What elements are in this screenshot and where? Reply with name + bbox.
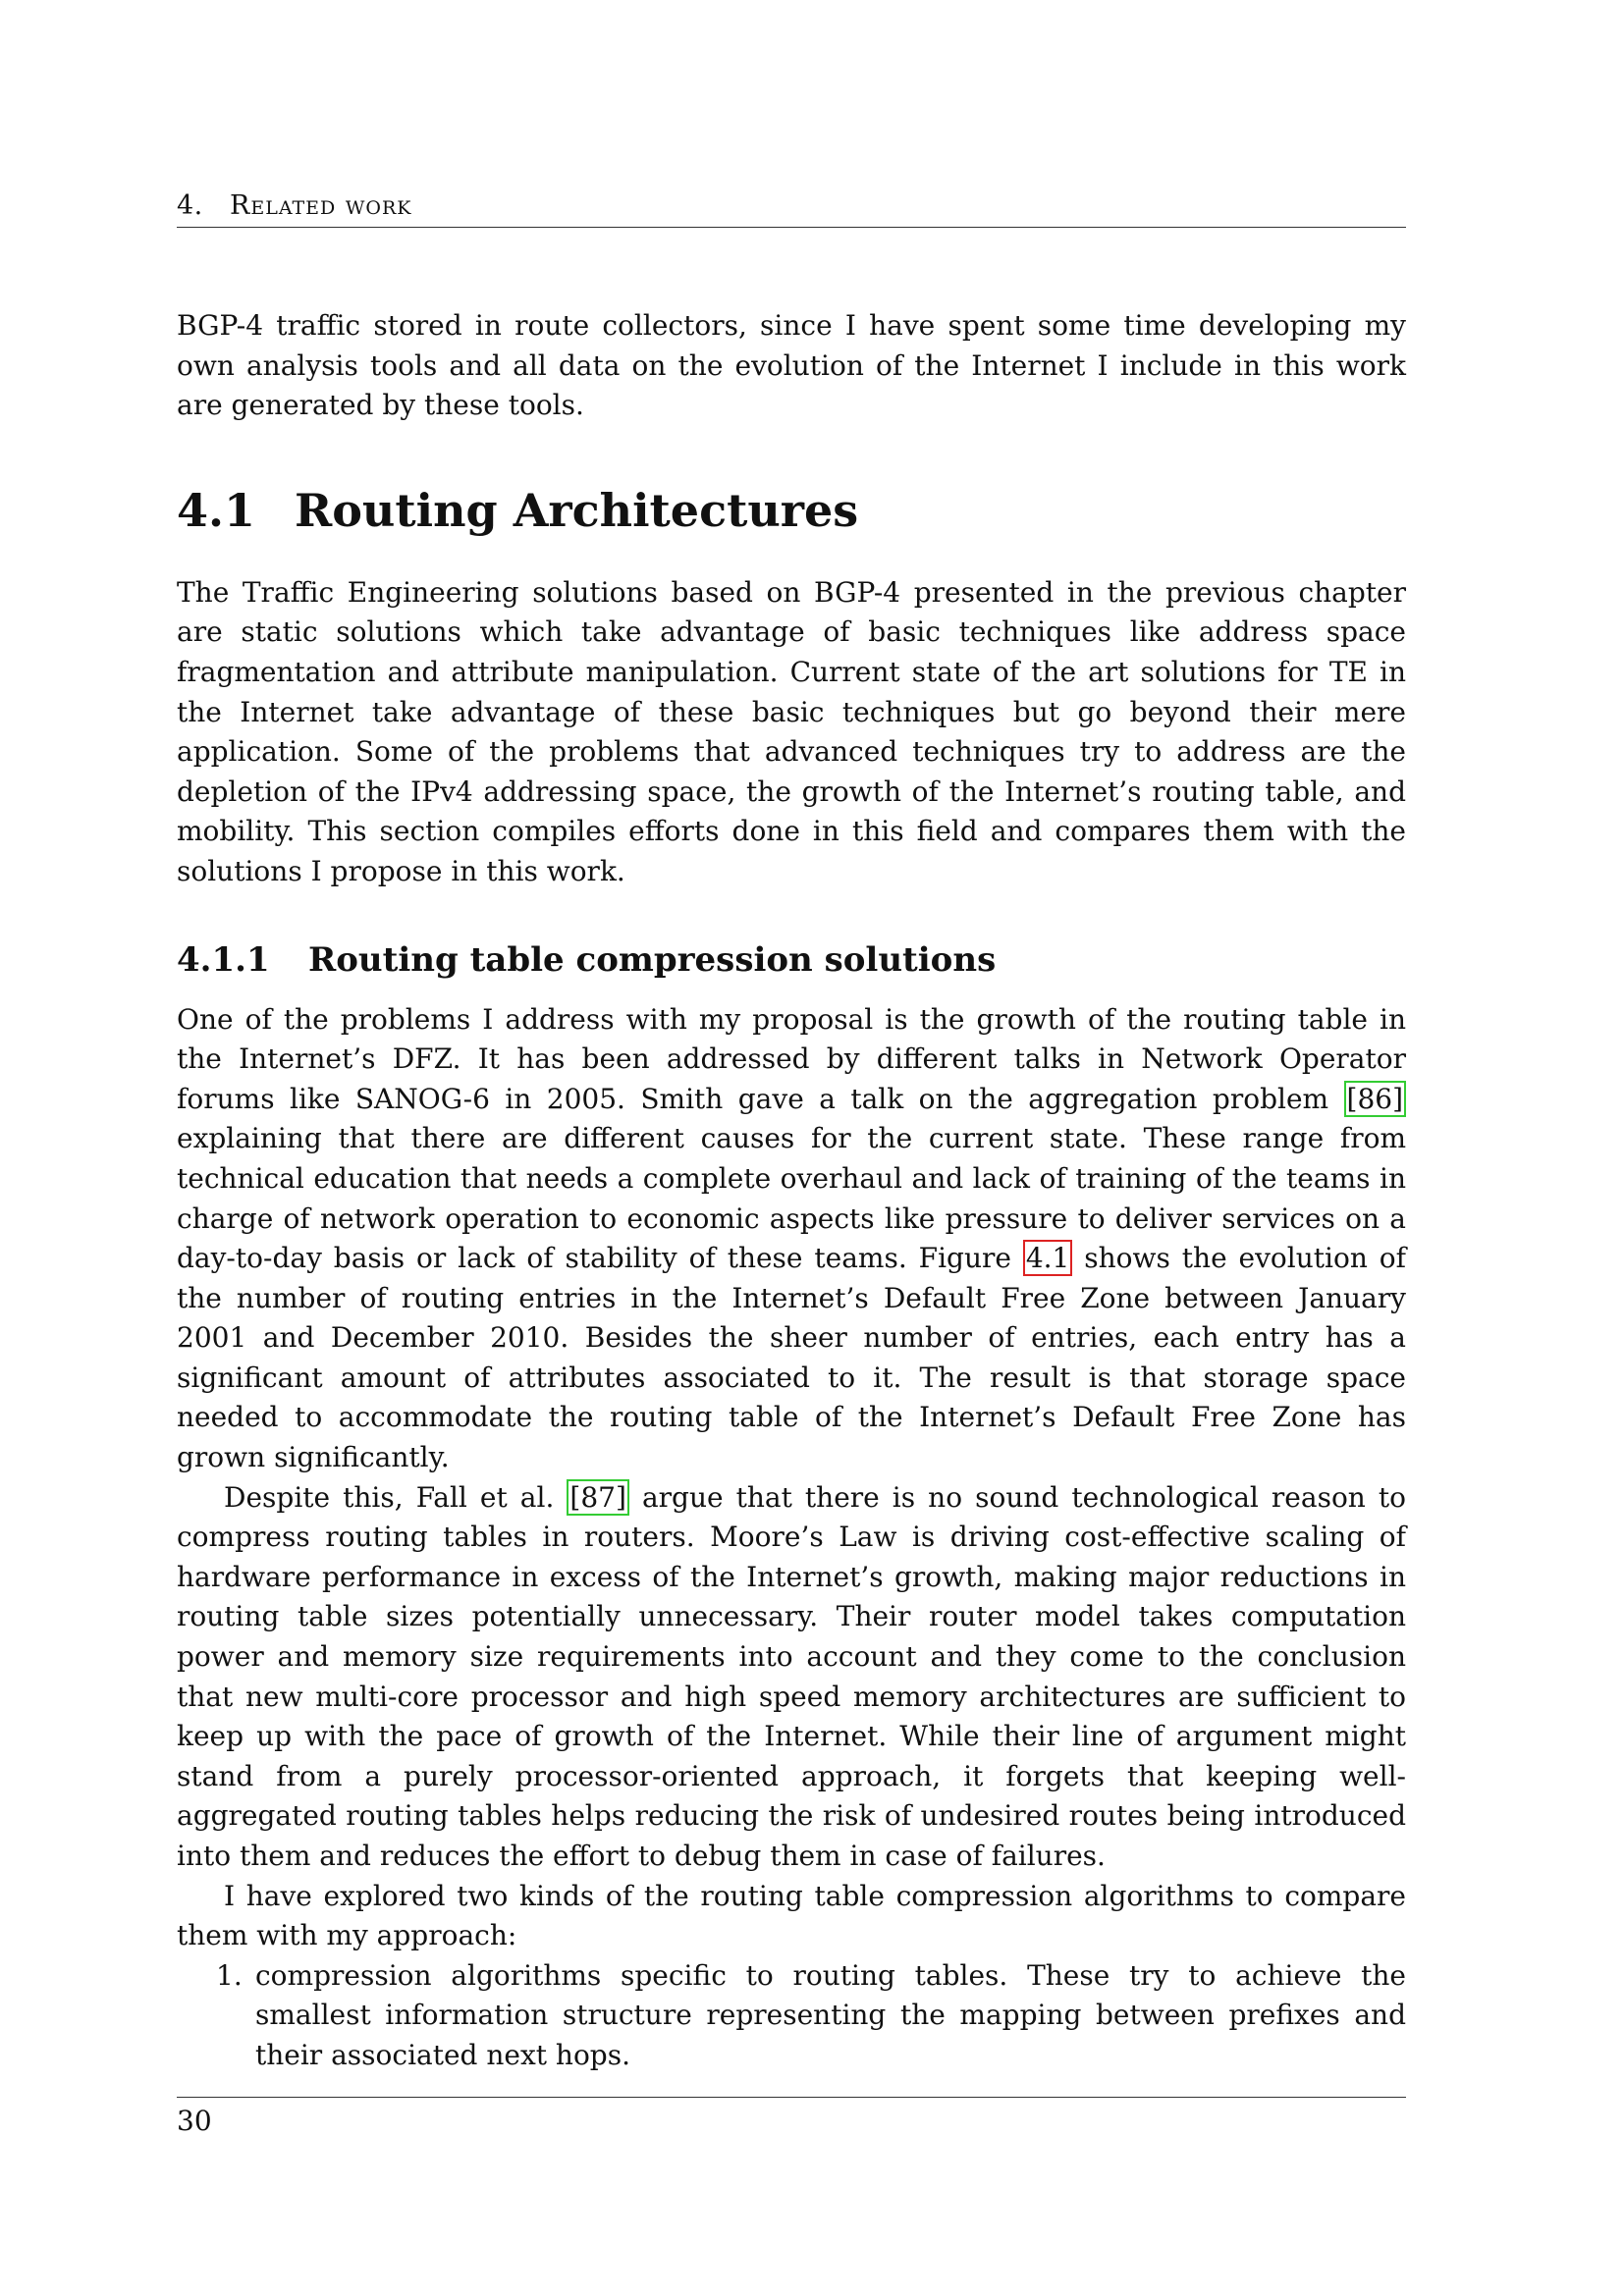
subsection-title: Routing table compression solutions <box>308 939 997 980</box>
list-item <box>177 1956 1406 2076</box>
paragraph-text: argue that there is no sound technological reason to compress routing tables in routers. Moore’s Law is driving cost-effective scaling of hardware performance in excess of the Internet’s growth, making major reductions in routing table sizes potentially unnecessary. Their router model takes computation power and memory size requirements into account and they come to the conclusion that new multi-core processor and high speed memory architectures are sufficient to keep up with the pace of growth of the Internet. While their line of argument might stand from a purely processor-oriented approach, it forgets that keeping well-aggregated routing tables helps reducing the risk of undesired routes being introduced into them and reduces the effort to debug them in case of failures. <box>177 1480 1407 1872</box>
figure-reference-link[interactable]: 4.1 <box>1023 1240 1073 1276</box>
subsection-paragraph-1 <box>177 1000 1406 1478</box>
section-title: Routing Architectures <box>295 483 859 537</box>
chapter-number: 4. <box>177 190 203 221</box>
subsection-paragraph-2 <box>177 1478 1406 1877</box>
main-text <box>177 306 1406 2076</box>
section-paragraph: The Traffic Engineering solutions based on BGP-4 presented in the previous chapter are static solutions which take advantage of basic techniques like address space fragmentation and attribute manipulation. Current state of the art solutions for TE in the Internet take advantage of these basic techniques but go beyond their mere application. Some of the problems that advanced techniques try to address are the depletion of the IPv4 addressing space, the growth of the Internet’s routing table, and mobility. This section compiles efforts done in this field and compares them with the solutions I propose in this work. <box>177 575 1406 887</box>
section-number: 4.1 <box>177 483 256 537</box>
paragraph-text: Despite this, Fall et al. <box>224 1480 568 1514</box>
list-item-text: compression algorithms specific to routing tables. These try to achieve the smallest information structure representing the mapping between prefixes and their associated next hops. <box>255 1958 1406 2071</box>
paragraph-text: shows the evolution of the number of routing entries in the Internet’s Default Free Zone between January 2001 and December 2010. Besides the sheer number of entries, each entry has a significant amount of attributes associated to it. The result is that storage space needed to accommodate the routing table of the Internet’s Default Free Zone has grown significantly. <box>177 1242 1406 1474</box>
running-head <box>177 190 1406 228</box>
citation-link-86[interactable]: [86] <box>1344 1081 1406 1117</box>
intro-paragraph: BGP-4 traffic stored in route collectors, since I have spent some time developing my own analysis tools and all data on the evolution of the Internet I include in this work are generated by these tools. <box>177 309 1406 422</box>
page-number: 30 <box>177 2105 212 2137</box>
citation-link-87[interactable]: [87] <box>567 1479 628 1516</box>
paragraph-text: One of the problems I address with my proposal is the growth of the routing table in the Internet’s DFZ. It has been addressed by different talks in Network Operator forums like SANOG-6 in 2005. Smith gave a talk on the aggregation problem <box>177 1002 1406 1115</box>
footer-rule <box>177 2097 1406 2098</box>
subsection-paragraph-3: I have explored two kinds of the routing table compression algorithms to compare them with my approach: <box>177 1879 1406 1952</box>
list-item-label: 1. <box>216 1958 243 1992</box>
compression-algorithms-list <box>177 1956 1406 2076</box>
section-heading <box>177 483 1406 538</box>
paragraph-text: explaining that there are different causes for the current state. These range from technical education that needs a complete overhaul and lack of training of the teams in charge of network operation to economic aspects like pressure to deliver services on a day-to-day basis or lack of stability of these teams. Figure <box>177 1122 1406 1275</box>
subsection-number: 4.1.1 <box>177 939 270 980</box>
chapter-title: Related work <box>230 190 412 221</box>
subsection-heading <box>177 939 1406 981</box>
